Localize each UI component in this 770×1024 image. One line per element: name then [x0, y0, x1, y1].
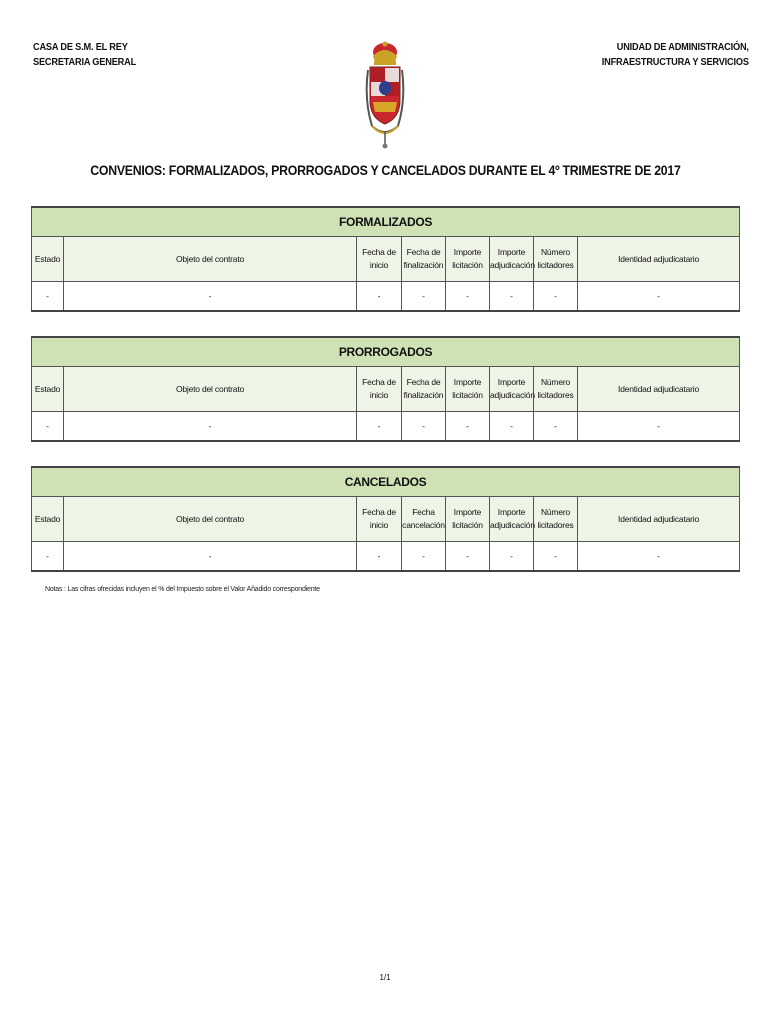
col-importe-adjudicacion: Importe adjudicación	[490, 497, 534, 542]
crown-icon	[373, 42, 397, 66]
header-right	[602, 40, 749, 70]
cell-importe-licitacion: -	[446, 412, 490, 442]
header-left	[33, 40, 136, 70]
cell-numero-licitadores: -	[534, 282, 578, 312]
cell-estado: -	[32, 282, 64, 312]
col-numero-licitadores: Número licitadores	[534, 237, 578, 282]
table-row	[32, 542, 740, 572]
col-importe-licitacion: Importe licitación	[446, 367, 490, 412]
col-fecha-inicio: Fecha de inicio	[357, 367, 402, 412]
col-identidad: Identidad adjudicatario	[578, 237, 740, 282]
page-title	[0, 162, 770, 178]
col-objeto: Objeto del contrato	[64, 367, 357, 412]
col-numero-licitadores: Número licitadores	[534, 367, 578, 412]
cell-fecha-finalizacion: -	[402, 282, 446, 312]
col-importe-adjudicacion: Importe adjudicación	[490, 367, 534, 412]
cell-objeto: -	[64, 412, 357, 442]
cell-estado: -	[32, 542, 64, 572]
col-importe-licitacion: Importe licitación	[446, 497, 490, 542]
cell-identidad: -	[578, 412, 740, 442]
cell-fecha-inicio: -	[357, 412, 402, 442]
notes-text: Notas : Las cifras ofrecidas incluyen el % del Impuesto sobre el Valor Añadido correspondiente	[45, 586, 320, 593]
unit-name-line2: INFRAESTRUCTURA Y SERVICIOS	[601, 57, 749, 68]
table-header-row	[32, 237, 740, 282]
cell-identidad: -	[578, 282, 740, 312]
cell-objeto: -	[64, 282, 357, 312]
col-fecha-finalizacion: Fecha de finalización	[402, 367, 446, 412]
section-title: PRORROGADOS	[32, 337, 740, 367]
col-identidad: Identidad adjudicatario	[578, 497, 740, 542]
page-title-text: CONVENIOS: FORMALIZADOS, PRORROGADOS Y CANCELADOS DURANTE EL 4º TRIMESTRE DE 2017	[89, 162, 681, 178]
prorrogados-table	[31, 336, 740, 442]
section-title: CANCELADOS	[32, 467, 740, 497]
cancelados-table	[31, 466, 740, 572]
cell-objeto: -	[64, 542, 357, 572]
cell-fecha-finalizacion: -	[402, 412, 446, 442]
unit-name-line1: UNIDAD DE ADMINISTRACIÓN,	[616, 42, 749, 53]
col-fecha-finalizacion: Fecha de finalización	[402, 237, 446, 282]
col-estado: Estado	[32, 497, 64, 542]
table-header-row	[32, 497, 740, 542]
cell-fecha-inicio: -	[357, 542, 402, 572]
col-importe-adjudicacion: Importe adjudicación	[490, 237, 534, 282]
cell-fecha-inicio: -	[357, 282, 402, 312]
col-estado: Estado	[32, 237, 64, 282]
cell-fecha-cancelacion: -	[402, 542, 446, 572]
col-numero-licitadores: Número licitadores	[534, 497, 578, 542]
col-objeto: Objeto del contrato	[64, 497, 357, 542]
col-fecha-inicio: Fecha de inicio	[357, 497, 402, 542]
section-title: FORMALIZADOS	[32, 207, 740, 237]
cell-importe-adjudicacion: -	[490, 282, 534, 312]
cell-estado: -	[32, 412, 64, 442]
col-fecha-cancelacion: Fecha cancelación	[402, 497, 446, 542]
table-row	[32, 282, 740, 312]
cell-importe-licitacion: -	[446, 542, 490, 572]
cell-numero-licitadores: -	[534, 412, 578, 442]
cell-importe-licitacion: -	[446, 282, 490, 312]
col-objeto: Objeto del contrato	[64, 237, 357, 282]
department-name: SECRETARIA GENERAL	[33, 57, 137, 68]
cell-importe-adjudicacion: -	[490, 542, 534, 572]
table-row	[32, 412, 740, 442]
institution-name: CASA DE S.M. EL REY	[33, 42, 128, 53]
col-identidad: Identidad adjudicatario	[578, 367, 740, 412]
page-number: 1/1	[379, 973, 391, 982]
cell-importe-adjudicacion: -	[490, 412, 534, 442]
col-estado: Estado	[32, 367, 64, 412]
cell-numero-licitadores: -	[534, 542, 578, 572]
royal-coat-of-arms-icon	[362, 40, 408, 150]
formalizados-table	[31, 206, 740, 312]
col-importe-licitacion: Importe licitación	[446, 237, 490, 282]
table-header-row	[32, 367, 740, 412]
col-fecha-inicio: Fecha de inicio	[357, 237, 402, 282]
cell-identidad: -	[578, 542, 740, 572]
